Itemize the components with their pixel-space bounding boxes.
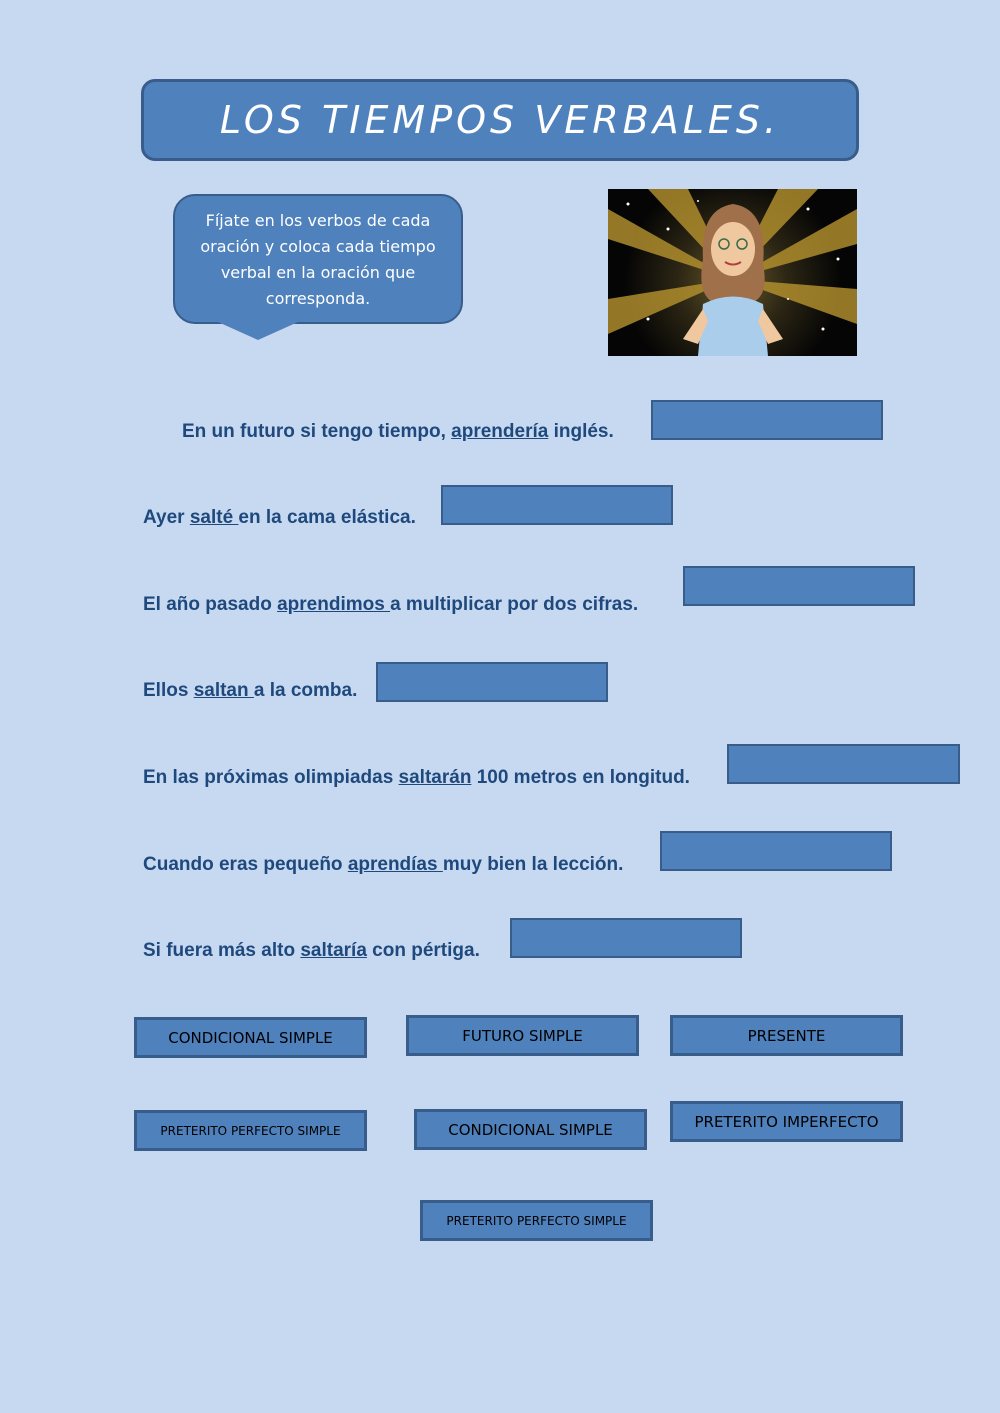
option-preterito-imperfecto[interactable]: PRETERITO IMPERFECTO: [670, 1101, 903, 1142]
sentence-text: a multiplicar por dos cifras.: [390, 594, 639, 615]
instruction-bubble: [173, 194, 463, 324]
page-title: LOS TIEMPOS VERBALES.: [219, 98, 781, 142]
sentence-3: [143, 594, 638, 616]
sentence-5: [143, 767, 690, 789]
sentence-6: [143, 854, 623, 876]
sentence-2: [143, 507, 416, 529]
answer-drop-slot-1[interactable]: [651, 400, 883, 440]
underlined-verb: saltaría: [300, 940, 367, 961]
sentence-text: Si fuera más alto: [143, 940, 301, 961]
option-presente[interactable]: PRESENTE: [670, 1015, 903, 1056]
sentence-text: El año pasado: [143, 594, 278, 615]
option-futuro-simple[interactable]: FUTURO SIMPLE: [406, 1015, 639, 1056]
underlined-verb: saltan: [193, 680, 254, 701]
sentence-1: [182, 421, 614, 443]
answer-drop-slot-3[interactable]: [683, 566, 915, 606]
sentence-7: [143, 940, 480, 962]
underlined-verb: aprendimos: [277, 594, 391, 615]
bubble-tail: [218, 322, 298, 340]
sentence-text: 100 metros en longitud.: [471, 767, 690, 788]
sentence-text: muy bien la lección.: [442, 854, 624, 875]
option-condicional-simple[interactable]: CONDICIONAL SIMPLE: [414, 1109, 647, 1150]
underlined-verb: aprendías: [347, 854, 443, 875]
instruction-text: Fíjate en los verbos de cada oración y coloca cada tiempo verbal en la oración que corresponda.: [200, 211, 436, 308]
answer-drop-slot-5[interactable]: [727, 744, 960, 784]
sentence-text: con pértiga.: [366, 940, 480, 961]
underlined-verb: aprendería: [451, 421, 549, 442]
sentence-text: inglés.: [548, 421, 614, 442]
answer-drop-slot-7[interactable]: [510, 918, 742, 958]
answer-drop-slot-4[interactable]: [376, 662, 608, 702]
sentence-text: En las próximas olimpiadas: [143, 767, 399, 788]
option-condicional-simple[interactable]: CONDICIONAL SIMPLE: [134, 1017, 367, 1058]
title-banner: [141, 79, 859, 161]
sentence-text: a la comba.: [253, 680, 358, 701]
option-preterito-perfecto-simple[interactable]: PRETERITO PERFECTO SIMPLE: [134, 1110, 367, 1151]
sentence-text: en la cama elástica.: [238, 507, 416, 528]
sentence-text: Cuando eras pequeño: [143, 854, 348, 875]
sentence-text: Ayer: [143, 507, 190, 528]
sentence-text: Ellos: [143, 680, 194, 701]
answer-drop-slot-6[interactable]: [660, 831, 892, 871]
sentence-4: [143, 680, 357, 702]
underlined-verb: saltarán: [398, 767, 472, 788]
answer-drop-slot-2[interactable]: [441, 485, 673, 525]
option-preterito-perfecto-simple[interactable]: PRETERITO PERFECTO SIMPLE: [420, 1200, 653, 1241]
underlined-verb: salté: [189, 507, 239, 528]
bitmoji-avatar-icon: [608, 189, 857, 356]
avatar-illustration: [608, 189, 857, 356]
sentence-text: En un futuro si tengo tiempo,: [182, 421, 452, 442]
